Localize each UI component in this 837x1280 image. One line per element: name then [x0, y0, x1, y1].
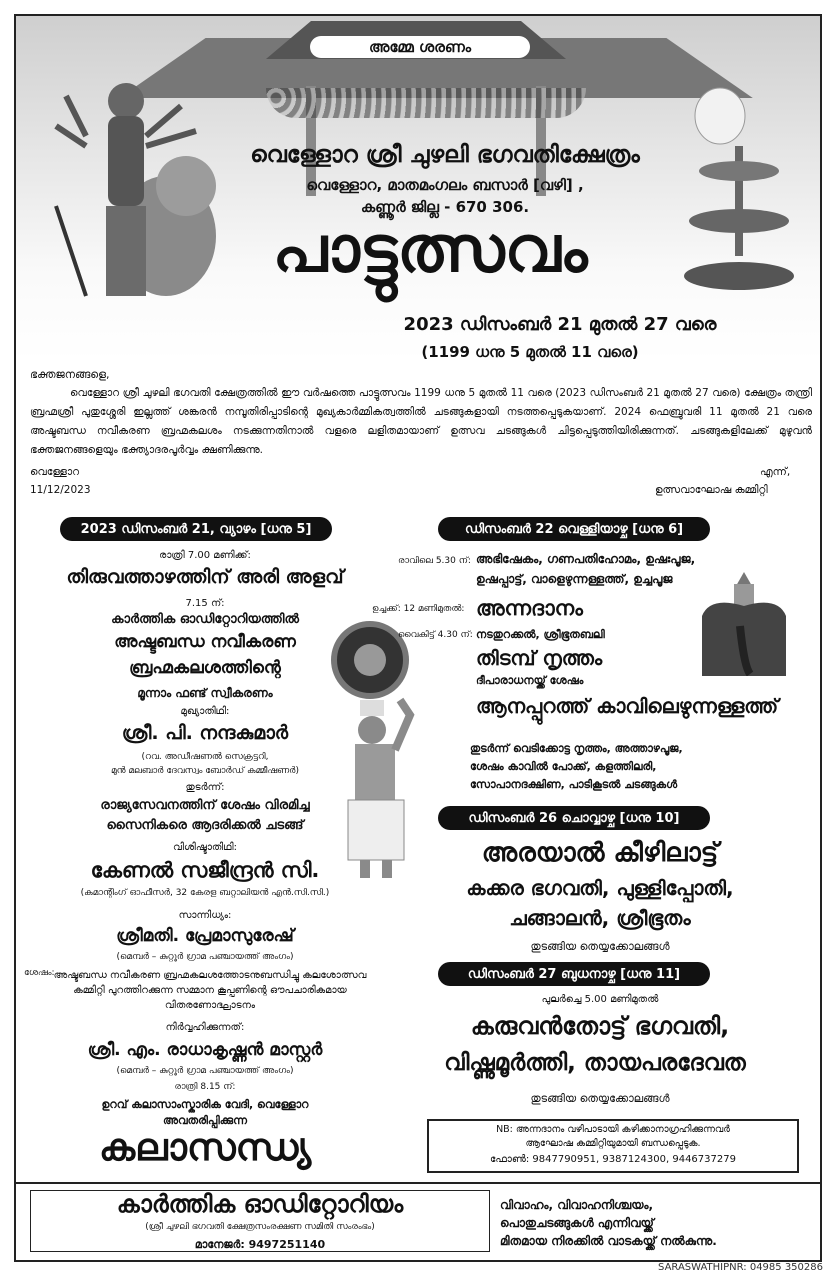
performer-name: ശ്രീ. എം. രാധാകൃഷ്ണൻ മാസ്റ്റർ — [87, 1040, 323, 1060]
address-line-2: കണ്ണൂർ ജില്ല - 670 306. — [360, 198, 530, 216]
morning-rituals-1: അഭിഷേകം, ഗണപതിഹോമം, ഉഷഃപൂജ, — [476, 552, 696, 566]
malayalam-date: (1199 ധനു 5 മുതൽ 11 വരെ) — [421, 343, 639, 361]
chief-guest-role-1: (റവ. അഡീഷണൽ സെക്രട്ടറി, — [141, 752, 269, 762]
ad-line-3: മിതമായ നിരക്കിൽ വാടകയ്ക്ക് നൽകുന്നു. — [500, 1234, 717, 1248]
salutation: ഭക്തജനങ്ങളെ, — [30, 368, 110, 381]
performer-label: നിർവ്വഹിക്കുന്നത്: — [165, 1022, 245, 1033]
deities-4: വിഷ്ണുമൂർത്തി, തായപരദേവത — [444, 1050, 746, 1076]
later-rituals-1: തുടർന്ന് വെടിക്കോട്ട നൃത്തം, അത്താഴപൂജ, — [470, 742, 683, 755]
sign-prefix: എന്ന്, — [760, 466, 791, 478]
ad-line-2: പൊതുചടങ്ങുകൾ എന്നിവയ്ക്ക് — [500, 1216, 654, 1230]
ad-line-1: വിവാഹം, വിവാഹനിശ്ചയം, — [500, 1198, 654, 1212]
time-noon: ഉച്ചക്ക്: 12 മണിമുതൽ: — [372, 604, 465, 614]
chief-guest-role-2: മുൻ മലബാർ ദേവസ്വം ബോർഡ് കമ്മീഷണർ) — [111, 766, 299, 776]
arayal-keezhilattu: അരയാൽ കീഴിലാട്ട് — [481, 838, 719, 868]
theyyam-forms-1: തുടങ്ങിയ തെയ്യക്കോലങ്ങൾ — [530, 940, 670, 953]
phone-numbers: ഫോൺ: 9847790951, 9387124300, 9446737279 — [490, 1154, 736, 1165]
chief-guest-label: മുഖ്യാതിഥി: — [180, 706, 230, 717]
kalasandhya: കലാസന്ധ്യ — [98, 1125, 312, 1169]
after-text: അഷ്ടബന്ധ നവീകരണ ബ്രഹ്മകലശത്തോടനുബന്ധിച്ചു കലശോത്സവ കമ്മിറ്റി പുറത്തിറക്കുന്ന സമ്മാന കൂപ്പണിന്റെ ഔപചാരികമായ വിതരണോദ്ഘാടനം — [53, 970, 367, 1011]
group-name: ഉറവ് കലാസാംസ്കാരിക വേദി, വെള്ളോറ — [101, 1098, 309, 1111]
garland-decoration — [266, 88, 586, 118]
auditorium-owner: (ശ്രീ ചുഴലി ഭഗവതി ക്ഷേത്രസംരക്ഷണ സമിതി സംരംഭം) — [145, 1222, 375, 1232]
address-line-1: വെള്ളോറ, മാതമംഗലം ബസാർ [വഴി] , — [306, 176, 584, 194]
oil-lamp-image — [680, 76, 800, 296]
day-badge-dec22: ഡിസംബർ 22 വെള്ളിയാഴ്ച [ധനു 6] — [438, 517, 710, 541]
time-530am: രാവിലെ 5.30 ന്: — [398, 556, 471, 566]
then-label: തുടർന്ന്: — [185, 782, 225, 793]
veterans-line-1: രാജ്യസേവനത്തിന് ശേഷം വിരമിച്ച — [100, 798, 310, 813]
time-430pm: വൈകിട്ട് 4.30 ന്: — [398, 630, 473, 640]
blessing-text: അമ്മേ ശരണം — [310, 36, 530, 58]
aanappurathu-ezhunnallathu: ആനപ്പുറത്ത് കാവിലെഴുന്നള്ളത്ത് — [476, 694, 779, 718]
nb-line-1: NB: അന്നദാനം വഴിപാടായി കഴിക്കാനാഗ്രഹിക്കുന്നവർ — [496, 1124, 730, 1135]
presence-name: ശ്രീമതി. പ്രേമാസുരേഷ് — [116, 926, 294, 946]
morning-rituals-2: ഉഷപ്പാട്ട്, വാളെഴുന്നള്ളത്ത്, ഉച്ചപൂജ — [476, 572, 673, 586]
printer-credit: SARASWATHIPNR: 04985 350286 — [658, 1262, 823, 1273]
date-range: 2023 ഡിസംബർ 21 മുതൽ 27 വരെ — [403, 314, 717, 335]
day-badge-dec27: ഡിസംബർ 27 ബുധനാഴ്ച [ധനു 11] — [438, 962, 710, 986]
time-815: രാത്രി 8.15 ന്: — [174, 1082, 236, 1092]
time-5am: പുലർച്ചെ 5.00 മണിമുതൽ — [541, 994, 659, 1005]
event-brahmakalasham: ബ്രഹ്മകലശത്തിന്റെ — [129, 658, 281, 678]
day-badge-dec26: ഡിസംബർ 26 ചൊവ്വാഴ്ച [ധനു 10] — [438, 806, 710, 830]
thidambu-nritham: തിടമ്പ് നൃത്തം — [476, 646, 603, 670]
place: വെള്ളോറ — [30, 466, 80, 478]
deities-1: കക്കര ഭഗവതി, പുള്ളിപ്പോതി, — [466, 876, 734, 900]
temple-name: വെള്ളോറ ശ്രീ ചുഴലി ഭഗവതിക്ഷേത്രം — [250, 142, 640, 168]
theyyam-forms-2: തുടങ്ങിയ തെയ്യക്കോലങ്ങൾ — [530, 1092, 670, 1105]
nb-line-2: ആഘോഷ കമ്മിറ്റിയുമായി ബന്ധപ്പെടുക. — [525, 1138, 701, 1149]
presence-label: സാന്നിധ്യം: — [178, 910, 232, 921]
manager-phone: മാനേജർ: 9497251140 — [194, 1238, 326, 1251]
later-rituals-2: ശേഷം കാവിൽ പോക്ക്, കളത്തിലരി, — [470, 760, 657, 773]
after-deeparadhana: ദീപാരാധനയ്ക്ക് ശേഷം — [476, 674, 584, 687]
later-rituals-3: സോപാനദക്ഷിണ, പാടികൂടൽ ചടങ്ങുകൾ — [470, 778, 678, 791]
after-label: ശേഷം: — [24, 968, 55, 978]
day-badge-dec21: 2023 ഡിസംബർ 21, വ്യാഴം [ധനു 5] — [60, 517, 332, 541]
annadanam: അന്നദാനം — [476, 596, 583, 620]
elephant-image — [700, 566, 788, 676]
veterans-line-2: സൈനികരെ ആദരിക്കൽ ചടങ്ങ് — [106, 818, 304, 833]
time-715: 7.15 ന്: — [185, 598, 225, 609]
event-ashtabandha: അഷ്ടബന്ധ നവീകരണ — [114, 632, 296, 652]
notice-date: 11/12/2023 — [30, 484, 91, 496]
special-guest-role: (കമാന്റിംഗ് ഓഫീസർ, 32 കേരള ബറ്റാലിയൻ എൻ.സി.സി.) — [80, 888, 330, 898]
presents: അവതരിപ്പിക്കുന്ന — [163, 1114, 247, 1127]
presence-role: (മെമ്പർ – കുറ്റൂർ ഗ്രാമ പഞ്ചായത്ത് അംഗം) — [116, 952, 294, 962]
evening-ritual: നടതുറക്കൽ, ശ്രീഭൂതബലി — [476, 628, 605, 641]
time-7pm: രാത്രി 7.00 മണിക്ക്: — [159, 550, 251, 561]
deities-2: ചങ്ങാലൻ, ശ്രീഭൂതം — [509, 906, 691, 930]
intro-paragraph: വെള്ളോറ ശ്രീ ചുഴലി ഭഗവതി ക്ഷേത്രത്തിൽ ഈ വർഷത്തെ പാട്ടുത്സവം 1199 ധനു 5 മുതൽ 11 വരെ (2023 ഡിസംബർ 21 മുതൽ 27 വരെ) ക്ഷേത്രം തന്ത്രി ബ്രഹ്മശ്രീ പുതുശ്ശേരി ഇല്ലത്ത് ശങ്കരൻ നമ്പൂതിരിപ്പാടിന്റെ മുഖ്യകാർമ്മികത്വത്തിൽ ചടങ്ങുകളായി നടത്തപ്പെടുകയാണ്. 2024 ഫെബ്രുവരി 11 മുതൽ 21 വരെ അഷ്ടബന്ധ നവീകരണ ബ്രഹ്മകലശം നടക്കുന്നതിനാൽ വളരെ ലളിതമായാണ് ഉത്സവ ചടങ്ങുകൾ ചിട്ടപ്പെടുത്തിയിരിക്കുന്നത്. ചടങ്ങുകളിലേക്ക് മുഴുവൻ ഭക്തജനങ്ങളെയും ഭക്ത്യാദരപൂർവ്വം ക്ഷണിക്കുന്നു. — [30, 387, 812, 456]
deities-3: കരുവൻതോട്ട് ഭഗവതി, — [470, 1012, 730, 1040]
event-auditorium: കാർത്തിക ഓഡിറ്റോറിയത്തിൽ — [111, 612, 299, 627]
chief-guest-name: ശ്രീ. പി. നന്ദകുമാർ — [121, 722, 289, 744]
event-fund: മൂന്നാം ഫണ്ട് സ്വീകരണം — [137, 686, 273, 700]
special-guest-name: കേണൽ സജീന്ദ്രൻ സി. — [90, 858, 320, 882]
signatory: ഉത്സവാഘോഷ കമ്മിറ്റി — [655, 484, 768, 496]
special-guest-label: വിശിഷ്ടാതിഥി: — [173, 842, 237, 853]
auditorium-name: കാർത്തിക ഓഡിറ്റോറിയം — [116, 1190, 404, 1218]
event-ari-alavu: തിരുവത്താഴത്തിന് അരി അളവ് — [66, 566, 344, 588]
performer-role: (മെമ്പർ – കുറ്റൂർ ഗ്രാമ പഞ്ചായത്ത് അംഗം) — [116, 1066, 294, 1076]
festival-title: പാട്ടുത്സവം — [272, 213, 588, 287]
footer-divider — [16, 1182, 820, 1184]
